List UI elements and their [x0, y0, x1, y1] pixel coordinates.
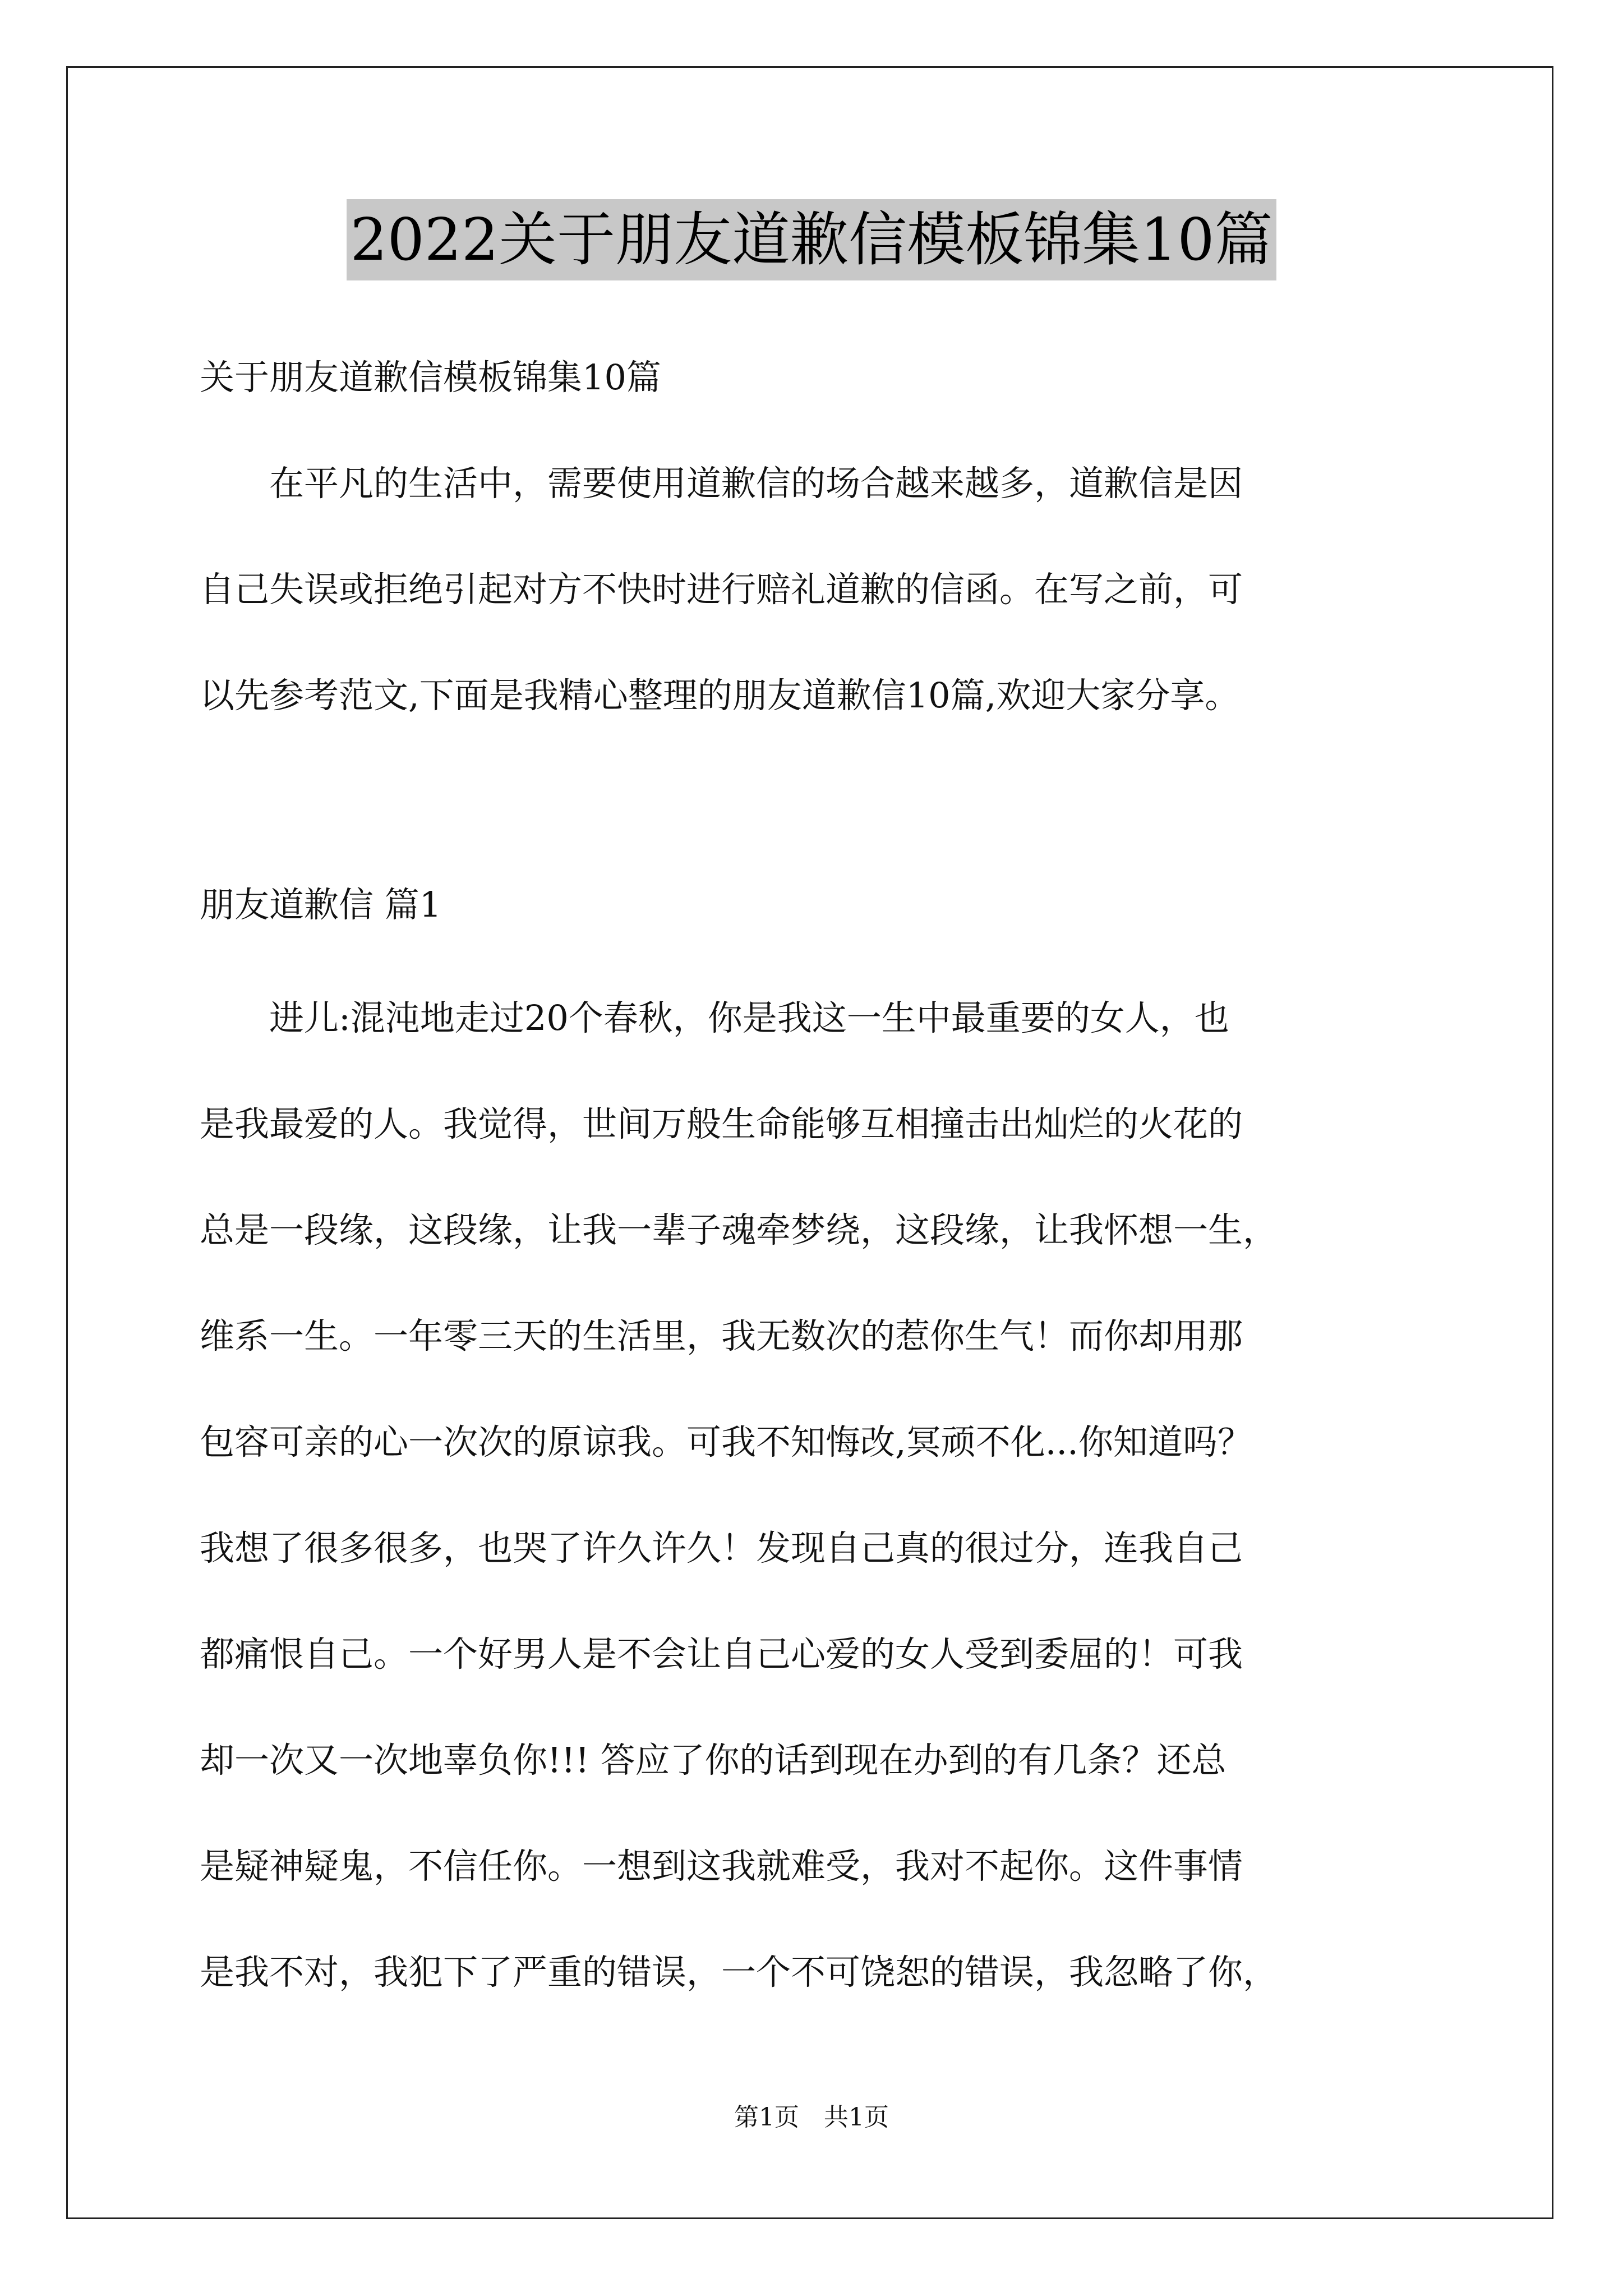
intro-line: 在平凡的生活中，需要使用道歉信的场合越来越多，道歉信是因 [200, 463, 1243, 504]
page-footer: 第1页 共1页 [734, 2103, 889, 2132]
intro-line: 以先参考范文,下面是我精心整理的朋友道歉信10篇,欢迎大家分享。 [200, 675, 1240, 716]
document-subtitle: 关于朋友道歉信模板锦集10篇 [200, 357, 661, 398]
body-line: 进儿:混沌地走过20个春秋，你是我这一生中最重要的女人，也 [200, 997, 1229, 1038]
title-container [0, 199, 1623, 280]
body-line: 总是一段缘，这段缘，让我一辈子魂牵梦绕，这段缘，让我怀想一生， [200, 1209, 1278, 1250]
body-line: 维系一生。一年零三天的生活里，我无数次的惹你生气！而你却用那 [200, 1315, 1243, 1356]
body-line: 是疑神疑鬼，不信任你。一想到这我就难受，我对不起你。这件事情 [200, 1846, 1243, 1887]
document-title: 2022关于朋友道歉信模板锦集10篇 [347, 199, 1276, 280]
body-line: 包容可亲的心一次次的原谅我。可我不知悔改,冥顽不化...你知道吗？ [200, 1421, 1252, 1462]
body-line: 是我不对，我犯下了严重的错误，一个不可饶恕的错误，我忽略了你， [200, 1952, 1278, 1993]
section-heading: 朋友道歉信 篇1 [200, 884, 442, 925]
body-line: 却一次又一次地辜负你!!! 答应了你的话到现在办到的有几条？还总 [200, 1740, 1227, 1780]
body-line: 都痛恨自己。一个好男人是不会让自己心爱的女人受到委屈的！可我 [200, 1634, 1243, 1674]
intro-line: 自己失误或拒绝引起对方不快时进行赔礼道歉的信函。在写之前，可 [200, 569, 1243, 610]
body-line: 我想了很多很多，也哭了许久许久！发现自己真的很过分，连我自己 [200, 1527, 1243, 1568]
body-line: 是我最爱的人。我觉得，世间万般生命能够互相撞击出灿烂的火花的 [200, 1103, 1243, 1144]
